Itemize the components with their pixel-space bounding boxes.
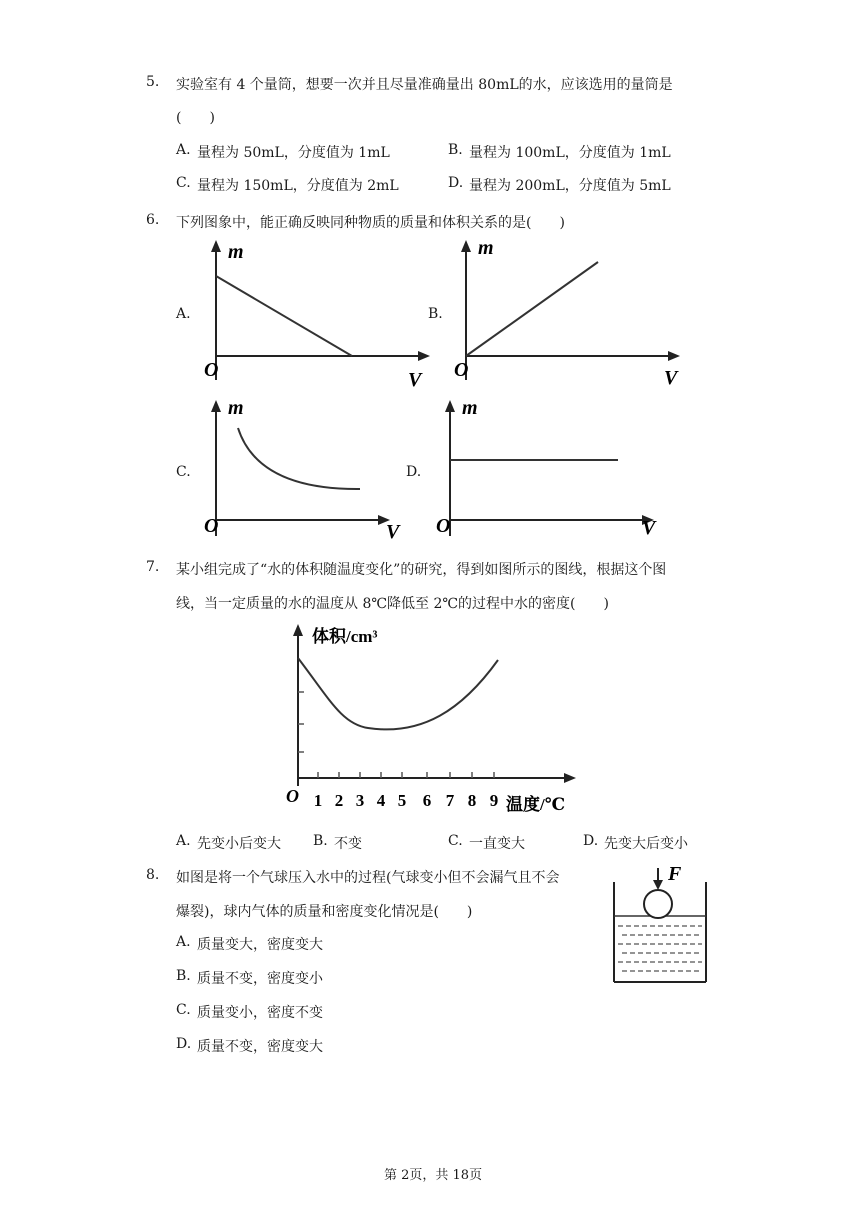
question-stem-line-2: 爆裂)，球内气体的质量和密度变化情况是( ) [176,904,473,920]
option-a-letter: A. [176,306,191,322]
x-axis-label: V [664,367,678,389]
x-tick-label: 1 [313,791,323,810]
force-label: F [668,863,682,885]
x-axis-label: V [386,521,400,543]
y-axis-label: m [478,237,494,259]
y-axis-label: m [228,241,244,263]
answer-blank: ( ) [176,110,215,126]
question-stem-line-2: 线，当一定质量的水的温度从 8℃降低至 2℃的过程中水的密度( ) [176,596,609,612]
question-stem: 实验室有 4 个量筒，想要一次并且尽量准确量出 80mL的水，应该选用的量筒是 [176,77,673,93]
graph-b [446,236,686,389]
option-d-letter: D. [583,833,599,849]
x-tick-label: 9 [489,791,499,810]
option-c-text: 量程为 150mL，分度值为 2mL [197,178,399,194]
question-number: 6. [146,212,160,228]
option-d-letter: D. [406,464,422,480]
question-stem-line-1: 某小组完成了“水的体积随温度变化”的研究，得到如图所示的图线，根据这个图 [176,562,667,578]
option-c-text: 质量变小，密度不变 [197,1005,323,1021]
option-b-text: 量程为 100mL，分度值为 1mL [469,145,671,161]
option-c-letter: C. [176,464,191,480]
option-a-text: 量程为 50mL，分度值为 1mL [197,145,390,161]
question-number: 8. [146,867,160,883]
option-c-text: 一直变大 [469,836,525,852]
origin-label: O [436,515,451,537]
x-tick-label: 2 [334,791,344,810]
option-c-letter: C. [176,1002,191,1018]
option-a-text: 先变小后变大 [197,836,281,852]
option-b-letter: B. [448,142,463,158]
x-tick-label: 6 [422,791,432,810]
question-stem: 下列图象中，能正确反映同种物质的质量和体积关系的是( ) [176,215,565,231]
question-number: 7. [146,559,160,575]
option-b-letter: B. [176,968,191,984]
option-a-text: 质量变大，密度变大 [197,937,323,953]
option-a-letter: A. [176,833,191,849]
option-b-text: 不变 [334,836,362,852]
page-footer: 第 2页，共 18页 [384,1168,483,1183]
x-tick-label: 5 [397,791,407,810]
option-a-letter: A. [176,142,191,158]
x-axis-label: V [408,369,422,391]
y-axis-label: m [462,397,478,419]
y-axis-label: m [228,397,244,419]
option-a-letter: A. [176,934,191,950]
option-b-letter: B. [313,833,328,849]
x-tick-label: 4 [376,791,386,810]
question-stem-line-1: 如图是将一个气球压入水中的过程(气球变小但不会漏气且不会 [176,870,560,886]
origin-label: O [286,786,299,806]
option-d-letter: D. [176,1036,192,1052]
origin-label: O [454,359,469,381]
option-b-text: 质量不变，密度变小 [197,971,323,987]
graph-a [196,236,436,391]
question-number: 5. [146,74,160,90]
graph-d [428,396,668,542]
option-d-text: 质量不变，密度变大 [197,1039,323,1055]
option-d-text: 先变大后变小 [604,836,688,852]
option-d-text: 量程为 200mL，分度值为 5mL [469,178,671,194]
option-d-letter: D. [448,175,464,191]
x-tick-label: 8 [467,791,477,810]
option-b-letter: B. [428,306,443,322]
x-axis-label: 温度/℃ [506,795,566,814]
x-tick-label: 7 [445,791,455,810]
option-c-letter: C. [176,175,191,191]
graph-c [196,396,400,543]
x-axis-label: V [642,517,656,539]
origin-label: O [204,359,219,381]
y-axis-label: 体积/cm³ [312,627,378,646]
x-tick-label: 3 [355,791,365,810]
option-c-letter: C. [448,833,463,849]
origin-label: O [204,515,219,537]
volume-temperature-graph [282,620,582,816]
balloon-in-water-figure [606,862,714,986]
